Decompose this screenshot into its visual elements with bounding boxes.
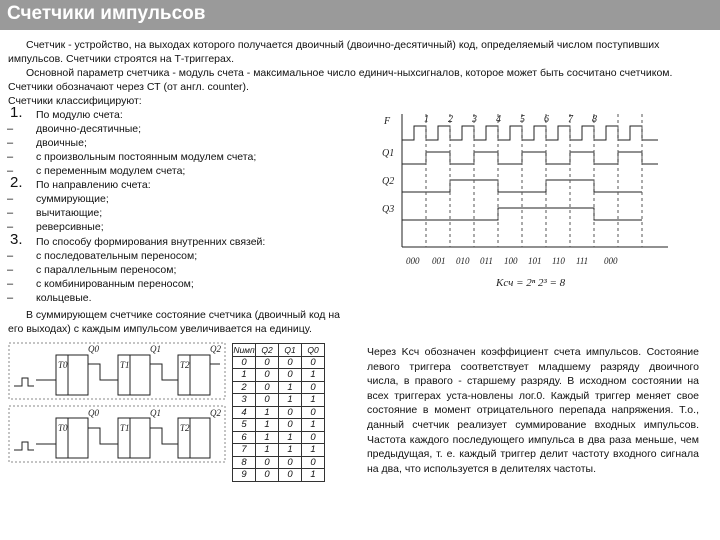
- table-cell: 5: [233, 419, 256, 432]
- table-cell: 1: [233, 369, 256, 382]
- list-item: с переменным модулем счета;: [36, 165, 186, 177]
- group-label: По направлению счета:: [36, 179, 151, 191]
- table-cell: 0: [256, 381, 279, 394]
- list-item: двоичные;: [36, 137, 87, 149]
- table-cell: 0: [279, 456, 302, 469]
- dash: –: [7, 193, 14, 205]
- counter-circuit: [6, 340, 230, 470]
- table-cell: 1: [279, 394, 302, 407]
- table-cell: 1: [302, 394, 325, 407]
- page-title: Счетчики импульсов: [7, 3, 206, 24]
- table-cell: 0: [302, 456, 325, 469]
- table-cell: 0: [302, 431, 325, 444]
- pulse-number: 4: [496, 114, 501, 125]
- table-cell: 0: [256, 369, 279, 382]
- intro-line-4: Счетчики обозначают через СТ (от англ. counter).: [8, 81, 249, 93]
- formula: Kсч = 2ⁿ 2³ = 8: [496, 277, 566, 289]
- group-number: 1.: [10, 104, 23, 121]
- state-code: 001: [432, 256, 446, 266]
- output-label: Q0: [88, 344, 99, 354]
- state-code: 110: [552, 256, 565, 266]
- output-label: Q0: [88, 408, 99, 418]
- pulse-number: 3: [472, 114, 477, 125]
- list-item: суммирующие;: [36, 193, 109, 205]
- table-cell: 1: [256, 444, 279, 457]
- table-cell: 0: [279, 469, 302, 482]
- table-cell: 0: [279, 369, 302, 382]
- dash: –: [7, 278, 14, 290]
- pulse-number: 5: [520, 114, 525, 125]
- state-code: 100: [504, 256, 518, 266]
- list-item: кольцевые.: [36, 292, 92, 304]
- list-item: с произвольным постоянным модулем счета;: [36, 151, 257, 163]
- dash: –: [7, 221, 14, 233]
- truth-table: [232, 343, 325, 482]
- table-row: [233, 406, 325, 419]
- dash: –: [7, 123, 14, 135]
- dash: –: [7, 207, 14, 219]
- table-cell: 1: [279, 444, 302, 457]
- dash: –: [7, 250, 14, 262]
- label-q1: Q1: [382, 148, 395, 159]
- group-number: 3.: [10, 231, 23, 248]
- dash: –: [7, 165, 14, 177]
- intro-line-1: Счетчик - устройство, на выходах которого получается двоичный (двоично-десятичный) код, определяемый числом поступивших: [26, 39, 660, 51]
- state-code: 000: [406, 256, 420, 266]
- output-label: Q2: [210, 408, 221, 418]
- pulse-number: 2: [448, 114, 453, 125]
- table-header-row: [233, 344, 325, 357]
- list-item: с комбинированным переносом;: [36, 278, 194, 290]
- output-label: Q1: [150, 408, 161, 418]
- table-cell: 9: [233, 469, 256, 482]
- table-header: Q1: [279, 344, 302, 357]
- table-row: [233, 394, 325, 407]
- table-cell: 1: [302, 419, 325, 432]
- table-cell: 0: [256, 469, 279, 482]
- trigger-label: T0: [58, 360, 68, 370]
- intro-line-3: Основной параметр счетчика - модуль счета - максимальное число единич-ныхсигналов, которое может быть сосчитано счетчиком.: [26, 67, 673, 79]
- table-row: [233, 369, 325, 382]
- table-row: [233, 381, 325, 394]
- table-cell: 0: [302, 381, 325, 394]
- table-cell: 1: [256, 419, 279, 432]
- table-cell: 1: [279, 381, 302, 394]
- output-label: Q1: [150, 344, 161, 354]
- table-cell: 0: [256, 394, 279, 407]
- table-cell: 0: [256, 356, 279, 369]
- pulse-number: 1: [424, 114, 429, 125]
- state-code: 011: [480, 256, 493, 266]
- state-code: 111: [576, 256, 589, 266]
- table-cell: 8: [233, 456, 256, 469]
- table-cell: 6: [233, 431, 256, 444]
- summ-line-1: В суммирующем счетчике состояние счетчика (двоичный код на: [26, 309, 340, 321]
- pulse-number: 6: [544, 114, 549, 125]
- list-item: вычитающие;: [36, 207, 103, 219]
- state-code: 010: [456, 256, 470, 266]
- table-row: [233, 419, 325, 432]
- table-row: [233, 431, 325, 444]
- table-cell: 1: [256, 431, 279, 444]
- group-number: 2.: [10, 174, 23, 191]
- state-code: 101: [528, 256, 542, 266]
- table-cell: 0: [302, 406, 325, 419]
- table-cell: 1: [302, 469, 325, 482]
- trigger-label: T1: [120, 360, 130, 370]
- label-q2: Q2: [382, 176, 395, 187]
- table-cell: 3: [233, 394, 256, 407]
- table-cell: 1: [302, 444, 325, 457]
- table-cell: 7: [233, 444, 256, 457]
- table-header: Q0: [302, 344, 325, 357]
- output-label: Q2: [210, 344, 221, 354]
- table-cell: 0: [233, 356, 256, 369]
- table-header: Nимп: [233, 344, 255, 355]
- dash: –: [7, 292, 14, 304]
- table-row: [233, 469, 325, 482]
- dash: –: [7, 137, 14, 149]
- table-cell: 1: [256, 406, 279, 419]
- list-item: двоично-десятичные;: [36, 123, 142, 135]
- description-paragraph: Через Kсч обозначен коэффициент счета импульсов. Состояние левого триггера соответствует младшему разряду двоичного числа, в правого - старшему разряду. В исходном состоянии на всех триггерах уста-новлены лог.0. Каждый триггер меняет свое состояние в момент отрицательного перепада напряжения. Т.о., данный счетчик реализует суммирование входных импульсов. Частота каждого последующего импульса в два раза меньше, чем предыдущая, т. е. каждый триггер делит частоту входного сигнала на два, что используется в делителях частоты.: [367, 346, 699, 475]
- table-cell: 4: [233, 406, 256, 419]
- group-label: По модулю счета:: [36, 109, 123, 121]
- table-cell: 0: [279, 406, 302, 419]
- state-code: 000: [604, 256, 618, 266]
- table-cell: 1: [279, 431, 302, 444]
- table-cell: 2: [233, 381, 256, 394]
- pulse-number: 8: [592, 114, 597, 125]
- pulse-number: 7: [568, 114, 573, 125]
- table-row: [233, 356, 325, 369]
- list-item: с последовательным переносом;: [36, 250, 198, 262]
- trigger-label: T0: [58, 423, 68, 433]
- trigger-label: T2: [180, 360, 190, 370]
- table-cell: 1: [302, 369, 325, 382]
- table-row: [233, 456, 325, 469]
- dash: –: [7, 151, 14, 163]
- summ-line-2: его выходах) с каждым импульсом увеличивается на единицу.: [8, 323, 312, 335]
- label-q3: Q3: [382, 204, 395, 215]
- trigger-label: T2: [180, 423, 190, 433]
- table-cell: 0: [279, 419, 302, 432]
- title-bar: [0, 0, 720, 30]
- table-cell: 0: [279, 356, 302, 369]
- classify-heading: Счетчики классифицируют:: [8, 95, 142, 107]
- trigger-label: T1: [120, 423, 130, 433]
- table-cell: 0: [302, 356, 325, 369]
- list-item: с параллельным переносом;: [36, 264, 177, 276]
- list-item: реверсивные;: [36, 221, 104, 233]
- timing-diagram: [378, 112, 714, 292]
- dash: –: [7, 264, 14, 276]
- table-header: Q2: [256, 344, 279, 357]
- table-cell: 0: [256, 456, 279, 469]
- intro-line-2: импульсов. Счетчики строятся на Т-триггерах.: [8, 53, 235, 65]
- label-f: F: [384, 116, 391, 127]
- group-label: По способу формирования внутренних связей:: [36, 236, 266, 248]
- table-row: [233, 444, 325, 457]
